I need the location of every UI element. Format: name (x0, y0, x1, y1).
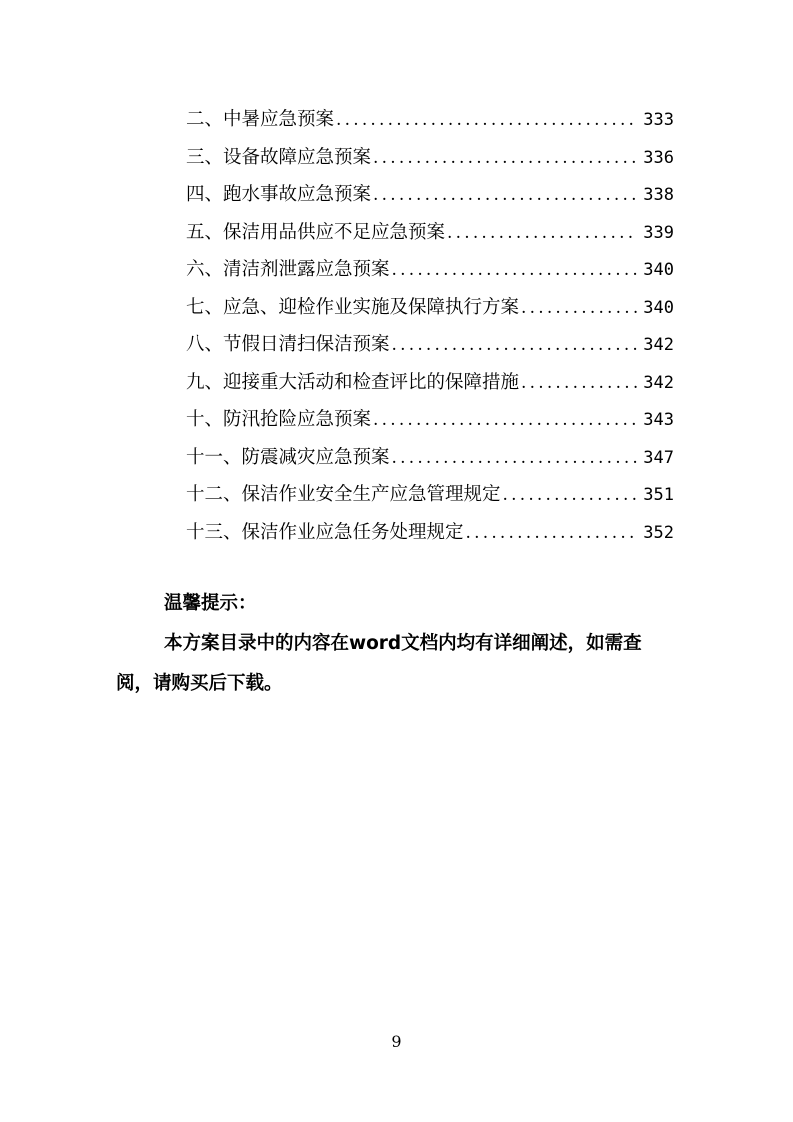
toc-entry-page: 340 (643, 260, 674, 280)
toc-entry-page: 343 (643, 410, 674, 430)
notice-body: 本方案目录中的内容在word文档内均有详细阐述，如需查阅，请购买后下载。 (116, 633, 642, 694)
toc-dot-leader (390, 327, 638, 365)
toc-entry-title: 七、应急、迎检作业实施及保障执行方案 (186, 296, 520, 318)
toc-dot-leader (371, 140, 637, 178)
table-of-contents (186, 101, 674, 551)
toc-dot-leader (390, 440, 638, 478)
toc-entry-title: 五、保洁用品供应不足应急预案 (186, 221, 446, 243)
toc-entry-title: 十二、保洁作业安全生产应急管理规定 (186, 484, 501, 505)
toc-entry[interactable] (186, 439, 674, 477)
toc-dot-leader (464, 515, 638, 553)
toc-entry[interactable] (186, 326, 674, 364)
toc-entry-title: 十、防汛抢险应急预案 (186, 409, 372, 430)
toc-entry-title: 二、中暑应急预案 (186, 109, 335, 130)
toc-dot-leader (445, 215, 637, 253)
toc-entry[interactable] (186, 139, 674, 177)
toc-entry[interactable] (186, 289, 674, 327)
toc-entry-title: 十三、保洁作业应急任务处理规定 (186, 521, 464, 543)
toc-entry[interactable] (186, 251, 674, 289)
toc-entry-page: 340 (643, 297, 674, 318)
toc-entry-page: 342 (643, 372, 674, 393)
toc-entry-title: 十一、防震减灾应急预案 (186, 446, 390, 468)
toc-dot-leader (519, 290, 637, 328)
toc-entry-page: 333 (643, 110, 674, 130)
toc-entry[interactable] (186, 214, 674, 252)
toc-entry[interactable] (186, 101, 674, 139)
toc-entry[interactable] (186, 176, 674, 214)
toc-dot-leader (390, 252, 638, 290)
toc-entry-page: 342 (643, 335, 674, 355)
toc-entry-title: 三、设备故障应急预案 (186, 146, 372, 168)
notice-block (116, 584, 678, 704)
toc-entry[interactable] (186, 514, 674, 552)
toc-dot-leader (334, 102, 637, 140)
toc-entry-title: 六、清洁剂泄露应急预案 (186, 259, 390, 280)
toc-entry-page: 347 (643, 447, 674, 468)
notice-heading: 温馨提示： (164, 593, 257, 614)
toc-entry-page: 338 (643, 185, 674, 205)
toc-entry-title: 四、跑水事故应急预案 (186, 184, 372, 205)
toc-dot-leader (501, 477, 638, 515)
toc-entry[interactable] (186, 364, 674, 402)
toc-entry-page: 352 (643, 522, 674, 543)
toc-entry-page: 351 (643, 485, 674, 505)
page-number: 9 (391, 1032, 402, 1051)
toc-entry[interactable] (186, 401, 674, 439)
toc-entry-title: 九、迎接重大活动和检查评比的保障措施 (186, 371, 520, 393)
toc-dot-leader (371, 177, 637, 215)
toc-entry[interactable] (186, 476, 674, 514)
toc-entry-page: 339 (643, 222, 674, 243)
toc-dot-leader (371, 402, 637, 440)
toc-entry-title: 八、节假日清扫保洁预案 (186, 334, 390, 355)
toc-entry-page: 336 (643, 147, 674, 168)
toc-dot-leader (519, 365, 637, 403)
